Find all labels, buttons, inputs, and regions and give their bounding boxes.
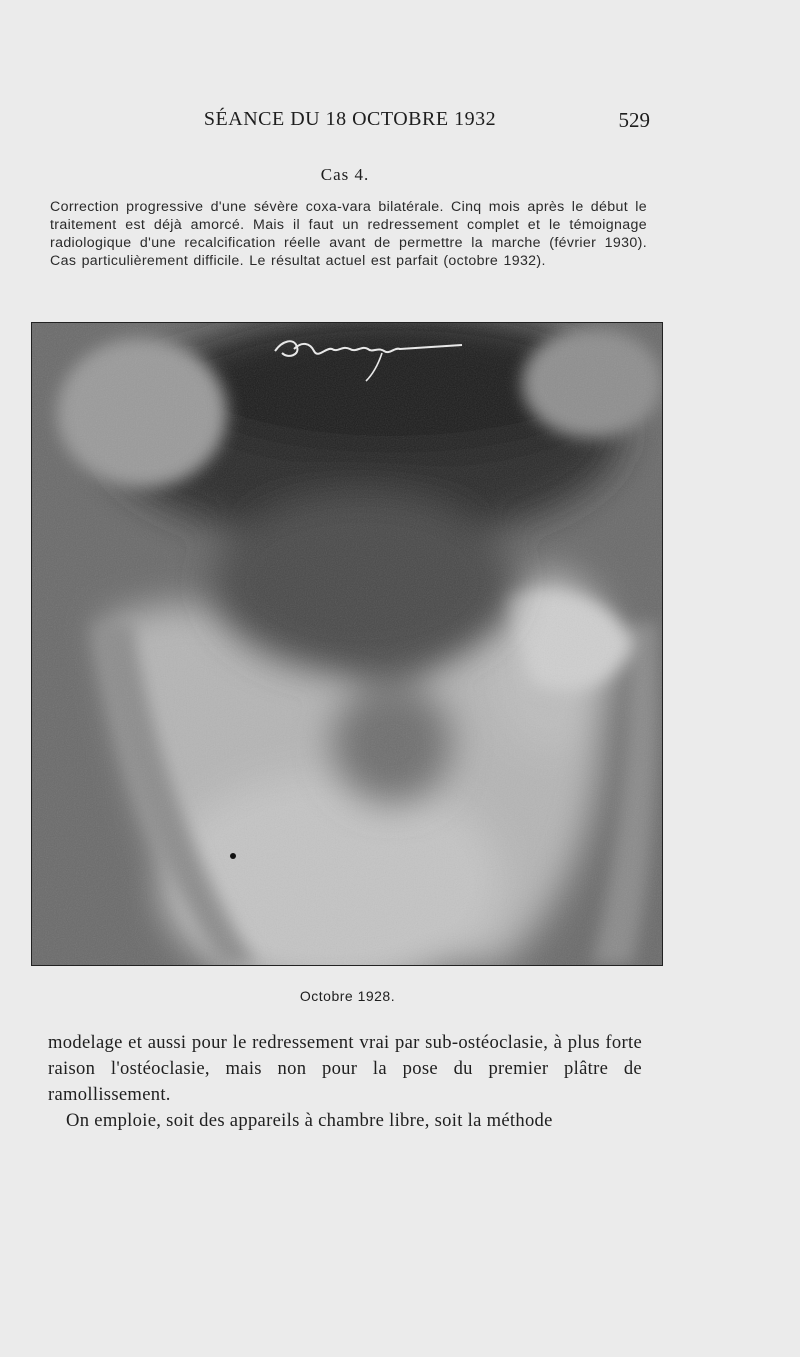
page-number: 529 — [618, 108, 650, 132]
body-text — [48, 1030, 642, 1134]
running-head — [50, 108, 650, 142]
body-paragraph-2: On emploie, soit des appareils à chambre libre, soit la méthode — [66, 1110, 553, 1131]
case-description: Correction progressive d'une sévère coxa-vara bilatérale. Cinq mois après le début le traitement est déjà amorcé. Mais il faut un redressement complet et le témoignage radiologique d'une recalcification réelle avant de permettre la marche (février 1930). Cas particulièrement difficile. Le résultat actuel est parfait (octobre 1932). — [50, 199, 647, 269]
case-heading: Cas 4. — [320, 165, 370, 184]
radiograph-figure — [31, 322, 663, 966]
body-paragraph-1: modelage et aussi pour le redressement vrai par sub-ostéoclasie, à plus forte raison l'ostéoclasie, mais non pour la pose du premier plâtre de ramollissement. — [48, 1032, 642, 1105]
radiograph-image — [32, 323, 662, 965]
running-head-title: SÉANCE DU 18 OCTOBRE 1932 — [203, 108, 497, 130]
figure-caption: Octobre 1928. — [299, 988, 396, 1004]
